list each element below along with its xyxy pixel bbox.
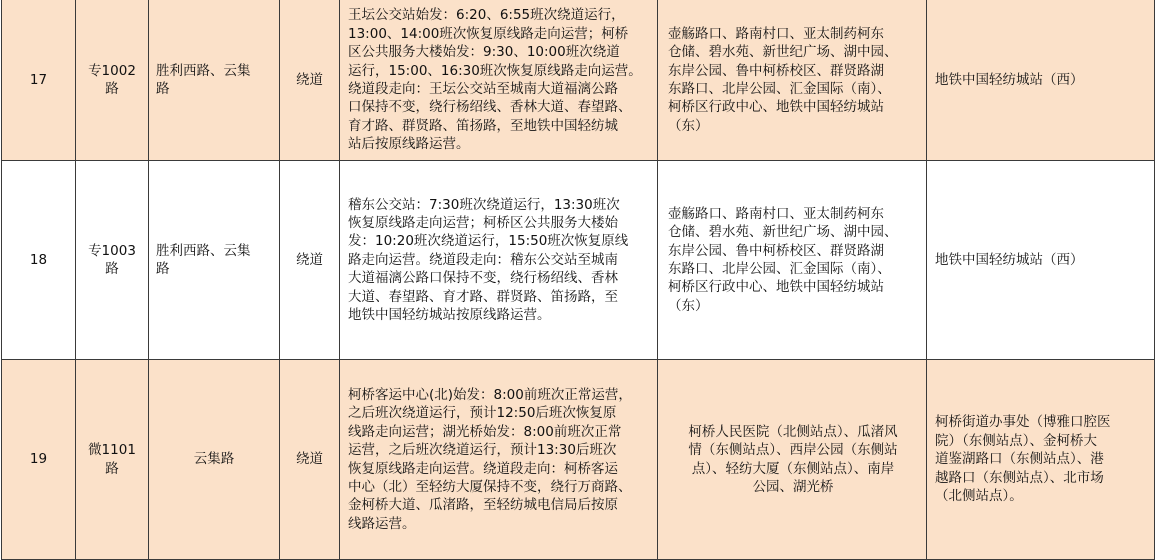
route-detour-table [1, 0, 1155, 560]
route-number-cell: 17 [2, 0, 76, 161]
route-number-cell: 18 [2, 161, 76, 360]
suspended-stops-cell: 壶觞路口、路南村口、亚太制药柯东 仓储、碧水苑、新世纪广场、湖中园、 东岸公园、鲁中柯桥校区、群贤路湖 东路口、北岸公园、汇金国际（南）、 柯桥区行政中心、地铁中国轻纺城站 （东） [658, 0, 927, 161]
adjustment-type-cell: 绕道 [280, 0, 340, 161]
detour-description-cell: 稽东公交站：7:30班次绕道运行，13:30班次 恢复原线路走向运营；柯桥区公共服务大楼始 发：10:20班次绕道运行，15:50班次恢复原线 路走向运营。绕道段走向：稽东公交站至城南 大道福漓公路口保持不变，绕行杨绍线、香林 大道、春望路、育才路、群贤路、笛扬路，至 地铁中国轻纺城站按原线路运营。 [340, 161, 658, 360]
route-name-cell: 微1101 路 [76, 360, 149, 560]
temporary-stops-cell: 地铁中国轻纺城站（西） [927, 0, 1155, 161]
suspended-stops-cell: 壶觞路口、路南村口、亚太制药柯东 仓储、碧水苑、新世纪广场、湖中园、 东岸公园、鲁中柯桥校区、群贤路湖 东路口、北岸公园、汇金国际（南）、 柯桥区行政中心、地铁中国轻纺城站 （东） [658, 161, 927, 360]
detour-description-cell: 柯桥客运中心(北)始发：8:00前班次正常运营， 之后班次绕道运行，预计12:50后班次恢复原 线路走向运营；湖光桥始发：8:00前班次正常 运营，之后班次绕道运行，预计13:30后班次 恢复原线路走向运营。绕道段走向：柯桥客运 中心（北）至轻纺大厦保持不变，绕行万商路、 金柯桥大道、瓜渚路，至轻纺城电信局后按原 线路运营。 [340, 360, 658, 560]
route-name-cell: 专1002 路 [76, 0, 149, 161]
route-number-cell: 19 [2, 360, 76, 560]
table-row [2, 0, 1155, 161]
affected-road-cell: 云集路 [149, 360, 280, 560]
affected-road-cell: 胜利西路、云集 路 [149, 0, 280, 161]
adjustment-type-cell: 绕道 [280, 360, 340, 560]
route-name-cell: 专1003 路 [76, 161, 149, 360]
table-row [2, 360, 1155, 560]
table-row [2, 161, 1155, 360]
temporary-stops-cell: 柯桥街道办事处（博雅口腔医 院）（东侧站点）、金柯桥大 道鉴湖路口（东侧站点）、港 越路口（东侧站点）、北市场 （北侧站点）。 [927, 360, 1155, 560]
temporary-stops-cell: 地铁中国轻纺城站（西） [927, 161, 1155, 360]
adjustment-type-cell: 绕道 [280, 161, 340, 360]
suspended-stops-cell: 柯桥人民医院（北侧站点）、瓜渚风 情（东侧站点）、西岸公园（东侧站 点）、轻纺大厦（东侧站点）、南岸 公园、湖光桥 [658, 360, 927, 560]
detour-description-cell: 王坛公交站始发：6:20、6:55班次绕道运行， 13:00、14:00班次恢复原线路走向运营；柯桥 区公共服务大楼始发：9:30、10:00班次绕道 运行，15:00、16:30班次恢复原线路走向运营。 绕道段走向：王坛公交站至城南大道福漓公路 口保持不变，绕行杨绍线、香林大道、春望路、 育才路、群贤路、笛扬路，至地铁中国轻纺城 站后按原线路运营。 [340, 0, 658, 161]
affected-road-cell: 胜利西路、云集 路 [149, 161, 280, 360]
